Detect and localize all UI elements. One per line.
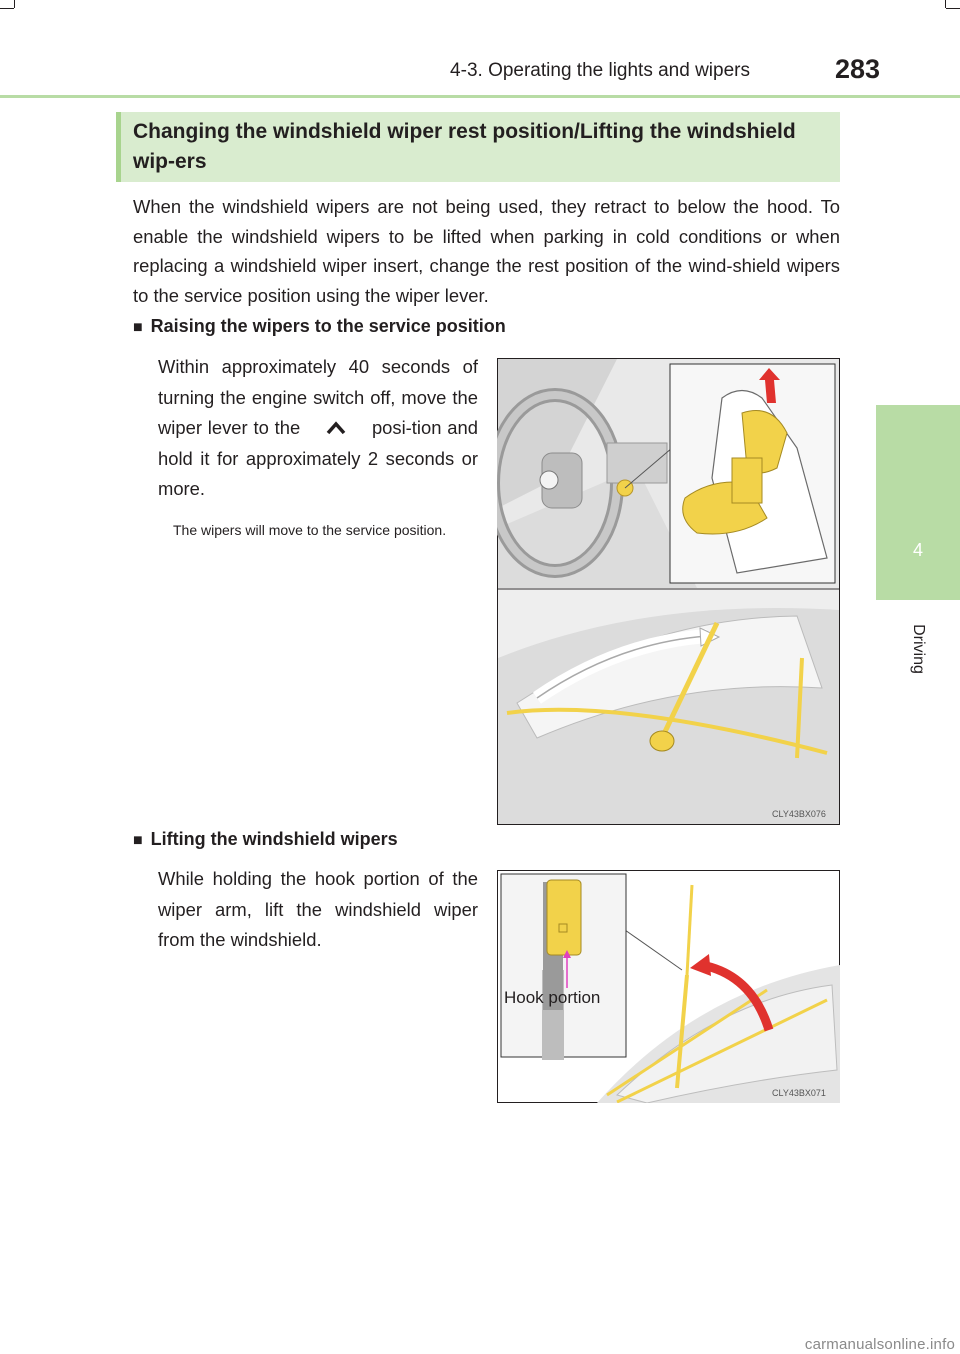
chapter-label bbox=[903, 618, 933, 688]
chapter-tab bbox=[876, 405, 960, 600]
chevron-up-icon bbox=[306, 418, 366, 436]
header-rule bbox=[0, 95, 960, 98]
wiper-lifting-illustration bbox=[497, 870, 840, 1103]
running-header: 4-3. Operating the lights and wipers bbox=[450, 60, 750, 81]
crop-mark bbox=[14, 0, 15, 8]
raise-body-post: posi-tion and hold it for approximately 2 seconds or more. bbox=[158, 417, 478, 499]
wiper-service-position-illustration bbox=[497, 358, 840, 825]
lift-instructions: While holding the hook portion of the wiper arm, lift the windshield wiper from the windshield. bbox=[158, 868, 478, 950]
intro-paragraph: When the windshield wipers are not being used, they retract to below the hood. To enable the windshield wipers to be lifted when parking in cold conditions or when replacing a windshield wiper insert, change the rest position of the wind-shield wipers to the service position using the wiper lever. bbox=[133, 196, 840, 306]
subsection-heading-lift bbox=[133, 829, 633, 850]
subsection-heading-lift-text: Lifting the windshield wipers bbox=[150, 829, 398, 849]
chapter-number: 4 bbox=[912, 540, 923, 560]
hook-portion-callout: Hook portion bbox=[504, 988, 601, 1007]
raise-instructions bbox=[158, 352, 478, 505]
raise-note: The wipers will move to the service position. bbox=[173, 522, 447, 538]
crop-mark bbox=[0, 8, 14, 9]
raise-body-pre: Within approximately 40 seconds of turning the engine switch off, move the wiper lever to the bbox=[158, 356, 478, 438]
watermark: carmanualsonline.info bbox=[804, 1336, 955, 1353]
chapter-label-text: Driving bbox=[910, 624, 927, 674]
subsection-heading-raise-text: Raising the wipers to the service position bbox=[150, 316, 506, 336]
figure-code-raise: CLY43BX076 bbox=[772, 809, 826, 819]
crop-mark bbox=[946, 8, 960, 9]
page-number: 283 bbox=[834, 54, 880, 84]
section-title: Changing the windshield wiper rest position/Lifting the windshield wip-ers bbox=[133, 120, 796, 173]
figure-code-lift: CLY43BX071 bbox=[772, 1088, 826, 1098]
square-bullet-icon: ■ bbox=[133, 832, 143, 849]
square-bullet-icon: ■ bbox=[133, 319, 143, 336]
crop-mark bbox=[945, 0, 946, 8]
subsection-heading-raise bbox=[133, 316, 633, 337]
